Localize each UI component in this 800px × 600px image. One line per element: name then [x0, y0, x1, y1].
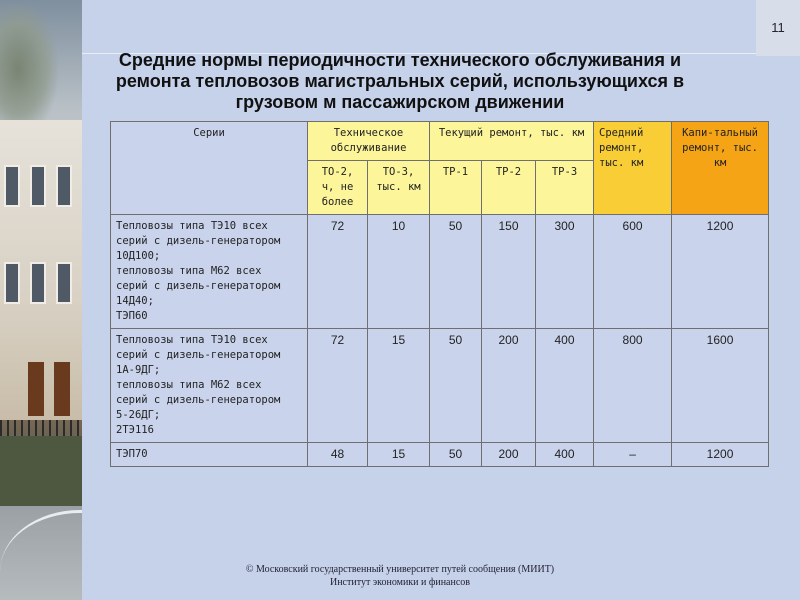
tr1-cell: 50 — [430, 215, 482, 329]
tr3-cell: 300 — [536, 215, 594, 329]
header-tr2: ТР-2 — [482, 161, 536, 215]
table-row — [111, 215, 769, 329]
tr2-cell: 200 — [482, 443, 536, 467]
to3-cell: 15 — [368, 329, 430, 443]
building-window — [56, 165, 72, 207]
capital-repair-cell: 1600 — [672, 329, 769, 443]
medium-repair-cell: 600 — [594, 215, 672, 329]
header-tr1: ТР-1 — [430, 161, 482, 215]
building-window — [30, 165, 46, 207]
header-medium-repair: Средний ремонт, тыс. км — [594, 122, 672, 215]
building-door — [54, 362, 70, 416]
background-photo — [0, 0, 82, 600]
to2-cell: 72 — [308, 215, 368, 329]
tree-foliage — [0, 0, 60, 140]
building-window — [4, 262, 20, 304]
tr1-cell: 50 — [430, 329, 482, 443]
header-to3: ТО-3, тыс. км — [368, 161, 430, 215]
medium-repair-cell: – — [594, 443, 672, 467]
header-capital-repair: Капи-тальный ремонт, тыс. км — [672, 122, 769, 215]
header-to2: ТО-2, ч, не более — [308, 161, 368, 215]
medium-repair-cell: 800 — [594, 329, 672, 443]
header-maintenance: Техническое обслуживание — [308, 122, 430, 161]
page-number: 11 — [756, 0, 800, 56]
header-tr3: ТР-3 — [536, 161, 594, 215]
capital-repair-cell: 1200 — [672, 215, 769, 329]
lawn — [0, 436, 82, 506]
to2-cell: 48 — [308, 443, 368, 467]
series-cell: Тепловозы типа ТЭ10 всех серий с дизель-генератором 1А-9ДГ; тепловозы типа М62 всех серий с дизель-генератором 5-26ДГ; 2ТЭ116 — [111, 329, 308, 443]
to3-cell: 10 — [368, 215, 430, 329]
building-window — [4, 165, 20, 207]
to3-cell: 15 — [368, 443, 430, 467]
series-cell: ТЭП70 — [111, 443, 308, 467]
table-header-row — [111, 122, 769, 161]
building-window — [30, 262, 46, 304]
header-series: Серии — [111, 122, 308, 215]
footer-line-institute: Институт экономики и финансов — [329, 577, 471, 588]
table-row — [111, 329, 769, 443]
tr2-cell: 150 — [482, 215, 536, 329]
series-cell: Тепловозы типа ТЭ10 всех серий с дизель-генератором 10Д100; тепловозы типа М62 всех серий с дизель-генератором 14Д40; ТЭП60 — [111, 215, 308, 329]
footer-line-university: © Московский государственный университет путей сообщения (МИИТ) — [245, 564, 555, 575]
norms-table — [110, 121, 769, 467]
header-current-repair: Текущий ремонт, тыс. км — [430, 122, 594, 161]
to2-cell: 72 — [308, 329, 368, 443]
building-window — [56, 262, 72, 304]
footer-copyright — [230, 563, 570, 589]
tr1-cell: 50 — [430, 443, 482, 467]
tr2-cell: 200 — [482, 329, 536, 443]
table-row — [111, 443, 769, 467]
tr3-cell: 400 — [536, 443, 594, 467]
building-door — [28, 362, 44, 416]
fence — [0, 420, 82, 436]
capital-repair-cell: 1200 — [672, 443, 769, 467]
tr3-cell: 400 — [536, 329, 594, 443]
slide-title: Средние нормы периодичности технического обслуживания и ремонта тепловозов магистральных серий, использующихся в грузовом м пассажирском движении — [115, 50, 685, 112]
